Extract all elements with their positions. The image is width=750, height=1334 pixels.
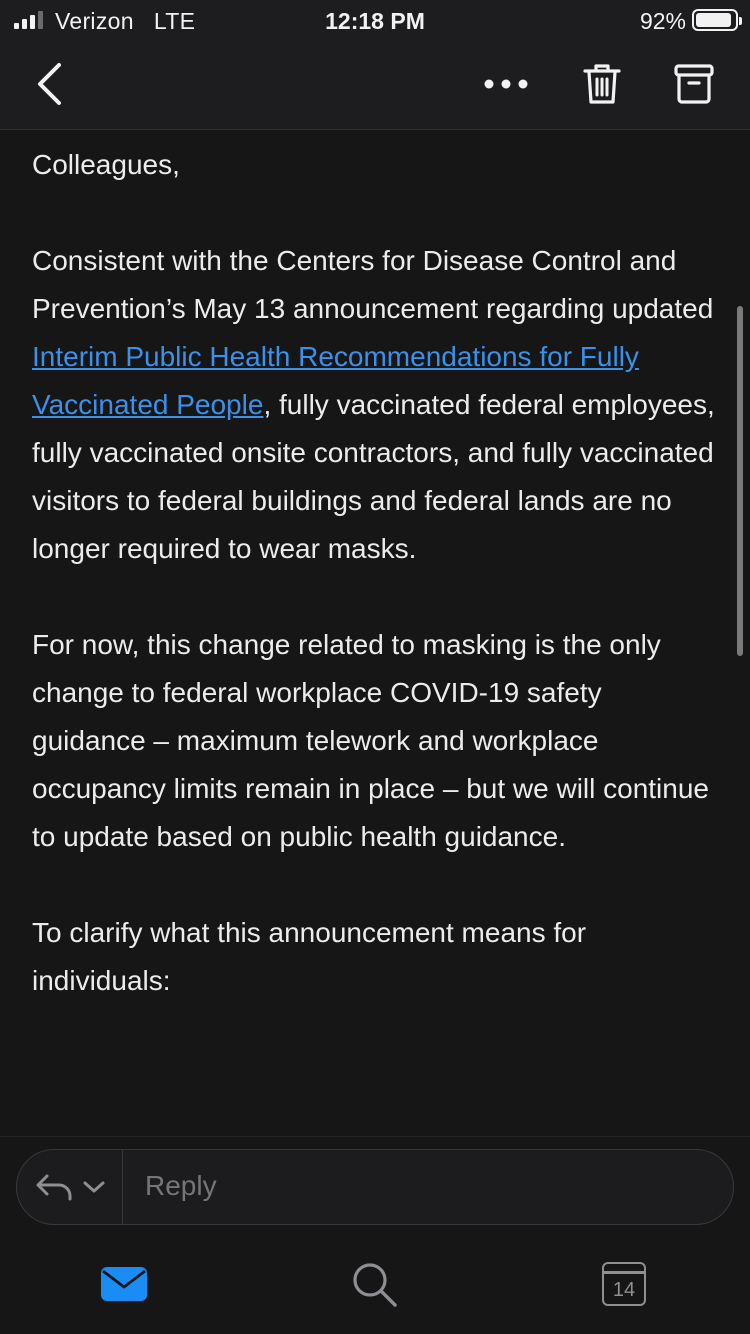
paragraph-1-text-end: , fully vaccinated federal employees, fully vaccinated onsite contractors, and fully vaccinated visitors to federal buildings and federal lands are no longer required to wear masks.: [32, 389, 715, 564]
carrier-name: Verizon: [55, 8, 134, 34]
trash-icon: [583, 63, 621, 105]
email-paragraph-3: To clarify what this announcement means for individuals:: [32, 917, 587, 996]
trash-button[interactable]: [574, 56, 630, 112]
chevron-left-icon: [35, 62, 65, 106]
tab-bar: [0, 1232, 750, 1334]
paragraph-1-text-start: Consistent with the Centers for Disease Control and Prevention’s May 13 announcement regarding updated: [32, 245, 714, 324]
status-time: 12:18 PM: [325, 8, 425, 34]
calendar-day: 14: [612, 1279, 636, 1301]
email-paragraph-2: For now, this change related to masking is the only change to federal workplace COVID-19 safety guidance – maximum telework and workplace occupancy limits remain in place – but we will continue to update based on public health guidance.: [32, 629, 709, 852]
archive-icon: [674, 64, 714, 104]
cdc-recommendations-link[interactable]: Interim Public Health Recommendations for Fully Vaccinated People: [32, 341, 639, 420]
battery-percent: 92%: [639, 8, 686, 34]
reply-options-button[interactable]: [17, 1150, 123, 1224]
more-button[interactable]: [476, 56, 536, 112]
reply-input[interactable]: [145, 1170, 705, 1202]
email-text: [32, 131, 722, 1053]
navigation-bar: [0, 42, 750, 130]
tab-mail[interactable]: [94, 1254, 154, 1314]
reply-bar: [0, 1136, 750, 1232]
chevron-down-icon: [82, 1179, 106, 1195]
reply-arrow-icon: [34, 1172, 74, 1202]
calendar-icon: [602, 1262, 646, 1306]
battery-fill: [696, 13, 731, 27]
battery-icon: [692, 9, 738, 31]
scrollbar[interactable]: [737, 306, 743, 656]
email-body[interactable]: [0, 131, 750, 1136]
tab-search[interactable]: [344, 1254, 404, 1314]
tab-calendar[interactable]: [594, 1254, 654, 1314]
reply-pill: [16, 1149, 734, 1225]
status-bar: [0, 0, 750, 42]
email-greeting: Colleagues,: [32, 149, 180, 180]
more-horizontal-icon: [484, 78, 528, 90]
battery-nub: [739, 17, 742, 25]
archive-button[interactable]: [666, 56, 722, 112]
email-paragraph-1: [32, 237, 722, 573]
network-type: LTE: [153, 8, 196, 34]
search-icon: [350, 1260, 398, 1308]
mail-icon: [100, 1266, 148, 1302]
back-button[interactable]: [22, 56, 78, 112]
